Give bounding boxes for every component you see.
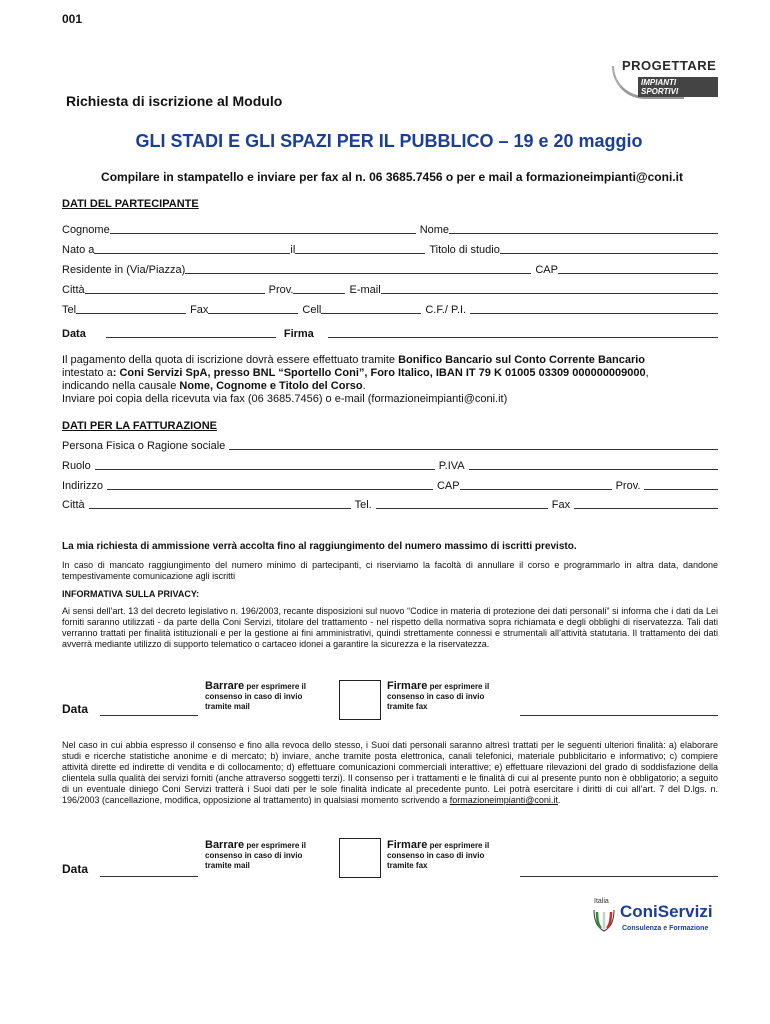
form-code: 001 xyxy=(62,12,83,26)
field-ruolo[interactable] xyxy=(95,469,435,470)
firmare-line2: consenso in caso di invio xyxy=(387,692,485,701)
field-email[interactable] xyxy=(381,293,718,294)
label-cap: CAP xyxy=(535,264,558,276)
label-citta: Città xyxy=(62,284,85,296)
field-persona[interactable] xyxy=(229,449,718,450)
consent-end: . xyxy=(557,795,561,805)
field-cf[interactable] xyxy=(470,313,718,314)
firmare-line3: tramite fax xyxy=(387,702,428,711)
field-citta[interactable] xyxy=(85,293,265,294)
coniservizi-logo xyxy=(592,898,722,940)
row-tel xyxy=(62,302,718,316)
subtitle: Richiesta di iscrizione al Modulo xyxy=(66,93,283,109)
field-billing-citta[interactable] xyxy=(89,508,351,509)
consent2-data-field[interactable] xyxy=(100,876,198,877)
field-fax[interactable] xyxy=(208,313,298,314)
logo-subtext: IMPIANTI SPORTIVI xyxy=(638,77,718,97)
consent-text xyxy=(62,740,718,806)
label-data: Data xyxy=(62,328,86,340)
row-nato xyxy=(62,242,718,256)
row-cognome-nome xyxy=(62,222,718,236)
label-ruolo: Ruolo xyxy=(62,460,91,472)
label-persona: Persona Fisica o Ragione sociale xyxy=(62,440,226,452)
label-piva: P.IVA xyxy=(438,460,465,472)
label-nato-a: Nato a xyxy=(62,244,95,256)
label-tel: Tel xyxy=(62,304,77,316)
label-residente: Residente in (Via/Piazza) xyxy=(62,264,186,276)
label-il: il xyxy=(290,244,296,256)
field-firma[interactable] xyxy=(328,337,718,338)
field-indirizzo[interactable] xyxy=(107,489,433,490)
payment-info xyxy=(62,354,718,406)
label-billing-citta: Città xyxy=(62,499,85,511)
label-cf: C.F./ P.I. xyxy=(425,304,467,316)
consent1-barrare-text xyxy=(205,681,340,712)
field-data[interactable] xyxy=(106,337,276,338)
consent2-firmare-text xyxy=(387,840,522,871)
logo-italia-text: Italia xyxy=(594,898,609,905)
barrare-line2: consenso in caso di invio xyxy=(205,692,303,701)
label-billing-prov: Prov. xyxy=(615,480,641,492)
firmare-rest: per esprimere il xyxy=(427,841,490,850)
barrare-line3: tramite mail xyxy=(205,702,250,711)
barrare-rest: per esprimere il xyxy=(244,841,306,850)
consent2-signature-field[interactable] xyxy=(520,876,718,877)
field-tel[interactable] xyxy=(76,313,186,314)
label-billing-cap: CAP xyxy=(436,480,460,492)
logo-brand-name: ConiServizi xyxy=(620,902,713,921)
section-heading-participant: DATI DEL PARTECIPANTE xyxy=(62,198,199,210)
field-cell[interactable] xyxy=(321,313,421,314)
payment-text-2-bold: : Coni Servizi SpA, presso BNL “Sportello Coni”, Foro Italico, IBAN IT 79 K 01005 03309 000000009000 xyxy=(112,367,646,379)
label-nome: Nome xyxy=(419,224,450,236)
consent-body: Nel caso in cui abbia espresso il consenso e fino alla revoca dello stesso, i Suoi dati personali saranno altresì trattati per le seguenti ulteriori finalità: a) elaborare studi e ricerche statistiche anonime e di mercato; b) inviare, anche tramite posta elettronica, canali telefonici, materiale pubblicitario e informativo; c) compiere attività dirette ed indirette di vendita e di collocamento; d) effettuare comunicazioni commerciali interattive; e) effettuare rilevazioni del grado di soddisfazione della clientela sulla qualità dei servizi forniti (anche attraverso soggetti terzi). Il consenso per i trattamenti e le finalità di cui al presente punto non è obbligatorio; a seguito di un eventuale diniego Coni Servizi tratterà i Suoi dati per le sole finalità indicate al precedente punto. Lei potrà esercitare i diritti di cui all’art. 7 del D.lgs. n. 196/2003 (cancellazione, modifica, opposizione al trattamento) in qualsiasi momento scrivendo a xyxy=(62,740,718,805)
label-billing-fax: Fax xyxy=(551,499,571,511)
consent1-firmare-text xyxy=(387,681,522,712)
row-data-firma xyxy=(62,326,718,340)
field-billing-cap[interactable] xyxy=(460,489,612,490)
firmare-word: Firmare xyxy=(387,839,428,851)
consent1-data-label: Data xyxy=(62,702,89,716)
logo-tagline: Consulenza e Formazione xyxy=(622,925,709,932)
label-cognome: Cognome xyxy=(62,224,110,236)
label-indirizzo: Indirizzo xyxy=(62,480,103,492)
field-nome[interactable] xyxy=(449,233,718,234)
payment-text-3-end: . xyxy=(362,380,366,392)
barrare-word: Barrare xyxy=(205,680,245,692)
label-fax: Fax xyxy=(190,304,209,316)
section-heading-billing: DATI PER LA FATTURAZIONE xyxy=(62,420,218,432)
page-title: GLI STADI E GLI SPAZI PER IL PUBBLICO – 19 e 20 maggio xyxy=(135,131,643,151)
consent2-barrare-text xyxy=(205,840,340,871)
italy-flag-icon xyxy=(592,904,616,932)
label-firma: Firma xyxy=(283,328,314,340)
barrare-word: Barrare xyxy=(205,839,245,851)
label-email: E-mail xyxy=(349,284,381,296)
payment-text-1: Il pagamento della quota di iscrizione dovrà essere effettuato tramite xyxy=(62,354,399,366)
privacy-text: Ai sensi dell’art. 13 del decreto legislativo n. 196/2003, recante disposizioni sul nuovo “Codice in materia di protezione dei dati personali” si informa che i dati da Lei forniti saranno utilizzati - da parte della Coni Servizi, titolare del trattamento - nel rispetto della normativa sopra richiamata e degli obblighi di riservatezza. Tali dati verranno trattati per finalità istituzionali e per la gestione ai fini amministrativi, quindi strettamente connessi e strumentali all’attività statutaria. Il trattamento dei dati avverrà mediante utilizzo di supporto telematico o cartaceo idonei a garantire la sicurezza e la riservatezza. xyxy=(62,606,718,649)
row-persona xyxy=(62,438,718,452)
barrare-line3: tramite mail xyxy=(205,861,250,870)
firmare-rest: per esprimere il xyxy=(427,682,490,691)
privacy-heading: INFORMATIVA SULLA PRIVACY: xyxy=(62,589,200,599)
label-prov: Prov. xyxy=(268,284,294,296)
firmare-word: Firmare xyxy=(387,680,428,692)
field-nato-a[interactable] xyxy=(94,253,290,254)
label-cell: Cell xyxy=(302,304,322,316)
field-cognome[interactable] xyxy=(110,233,416,234)
field-billing-tel[interactable] xyxy=(376,508,548,509)
label-billing-tel: Tel. xyxy=(354,499,372,511)
logo-text: PROGETTARE xyxy=(622,58,717,73)
cancellation-notice: In caso di mancato raggiungimento del numero minimo di partecipanti, ci riserviamo la facoltà di annullare il corso e programmarlo in altra data, dandone tempestivamente comunicazione agli iscritti xyxy=(62,560,718,581)
consent2-data-label: Data xyxy=(62,862,89,876)
field-cap[interactable] xyxy=(558,273,718,274)
barrare-rest: per esprimere il xyxy=(244,682,306,691)
firmare-line2: consenso in caso di invio xyxy=(387,851,485,860)
consent1-mail-checkbox[interactable] xyxy=(339,680,381,720)
field-piva[interactable] xyxy=(469,469,718,470)
progettare-logo xyxy=(612,58,718,98)
field-prov[interactable] xyxy=(293,293,345,294)
field-billing-fax[interactable] xyxy=(574,508,718,509)
payment-text-1-bold: Bonifico Bancario sul Conto Corrente Bancario xyxy=(398,354,646,366)
field-titolo-studio[interactable] xyxy=(500,253,718,254)
consent1-data-field[interactable] xyxy=(100,715,198,716)
field-billing-prov[interactable] xyxy=(644,489,718,490)
payment-text-2: intestato a xyxy=(62,367,113,379)
field-residente[interactable] xyxy=(185,273,531,274)
firmare-line3: tramite fax xyxy=(387,861,428,870)
consent1-signature-field[interactable] xyxy=(520,715,718,716)
payment-text-3: indicando nella causale xyxy=(62,380,180,392)
row-citta xyxy=(62,282,718,296)
payment-text-2-end: , xyxy=(645,367,649,379)
field-il[interactable] xyxy=(295,253,425,254)
row-indirizzo xyxy=(62,478,718,492)
label-titolo-studio: Titolo di studio xyxy=(429,244,500,256)
row-ruolo xyxy=(62,458,718,472)
instructions: Compilare in stampatello e inviare per fax al n. 06 3685.7456 o per e mail a formazioneimpianti@coni.it xyxy=(101,170,683,184)
payment-text-4: Inviare poi copia della ricevuta via fax (06 3685.7456) o e-mail (formazioneimpianti@coni.it) xyxy=(62,393,508,405)
row-billing-citta xyxy=(62,497,718,511)
row-residente xyxy=(62,262,718,276)
consent2-mail-checkbox[interactable] xyxy=(339,838,381,878)
payment-text-3-bold: Nome, Cognome e Titolo del Corso xyxy=(179,380,363,392)
barrare-line2: consenso in caso di invio xyxy=(205,851,303,860)
admission-notice: La mia richiesta di ammissione verrà accolta fino al raggiungimento del numero massimo di iscritti previsto. xyxy=(62,541,577,552)
consent-email-link[interactable]: formazioneimpianti@coni.it xyxy=(449,795,558,805)
